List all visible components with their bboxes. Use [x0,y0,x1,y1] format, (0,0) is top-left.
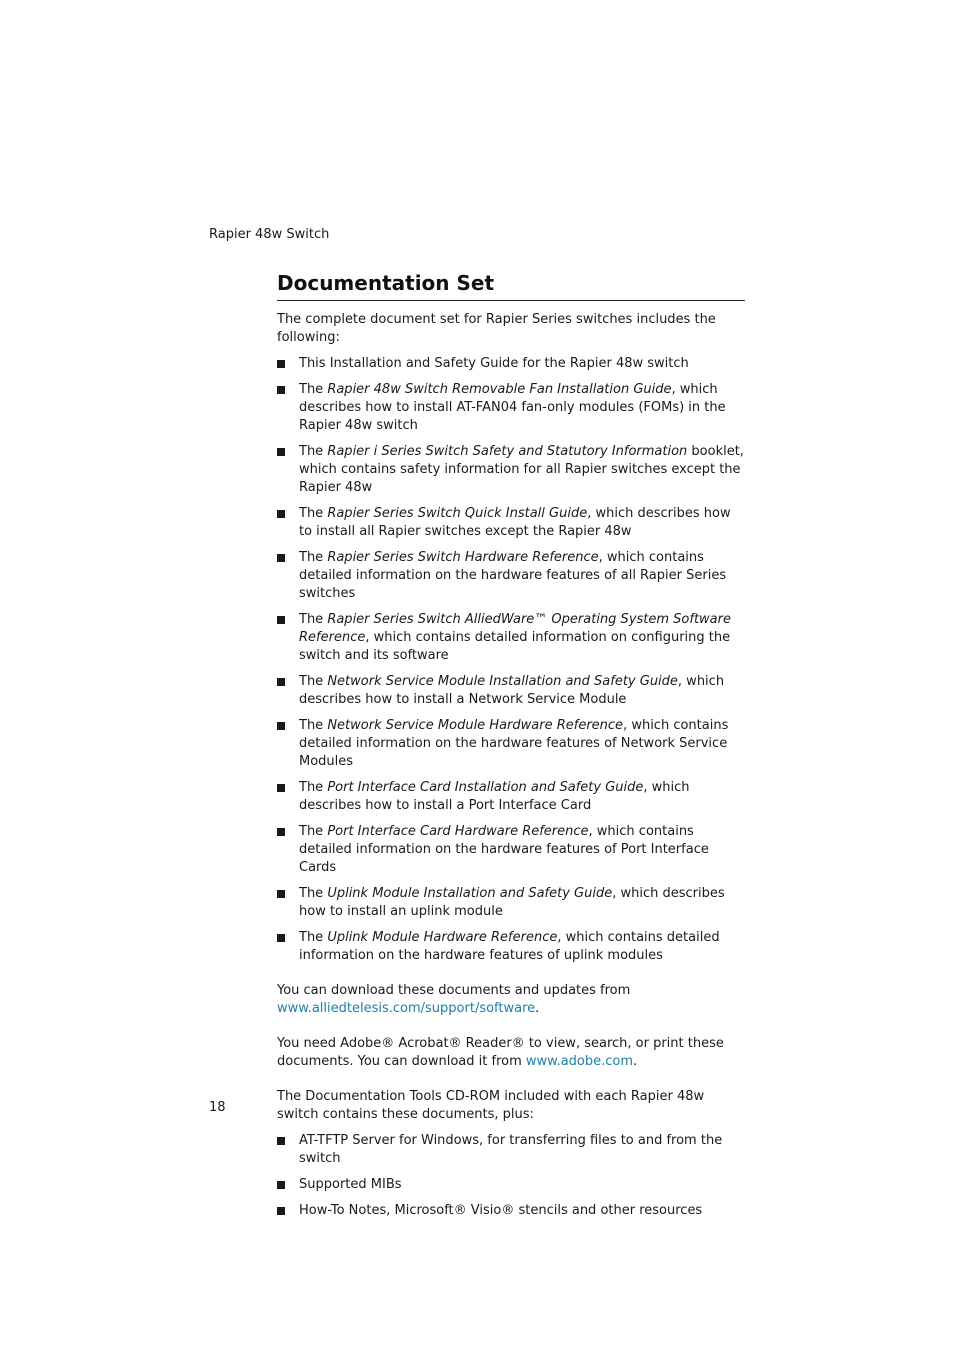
square-bullet-icon [277,678,285,686]
square-bullet-icon [277,1137,285,1145]
reader-paragraph: You need Adobe® Acrobat® Reader® to view, search, or print these documents. You can download it from www.adobe.com. [277,1036,724,1069]
list-item: The Rapier Series Switch AlliedWare™ Operating System Software Reference, which contains detailed information on configuring the switch and its software [277,611,745,665]
section-title: Documentation Set [277,270,745,301]
square-bullet-icon [277,722,285,730]
list-item: Supported MIBs [277,1176,745,1194]
square-bullet-icon [277,1181,285,1189]
square-bullet-icon [277,616,285,624]
list-item: The Port Interface Card Hardware Reference, which contains detailed information on the hardware features of Port Interface Cards [277,823,745,877]
list-item: The Rapier 48w Switch Removable Fan Installation Guide, which describes how to install AT-FAN04 fan-only modules (FOMs) in the Rapier 48w switch [277,381,745,435]
adobe-link[interactable]: www.adobe.com [525,1054,634,1069]
list-item: This Installation and Safety Guide for the Rapier 48w switch [277,355,745,373]
list-item: The Uplink Module Installation and Safety Guide, which describes how to install an uplink module [277,885,745,921]
cdrom-paragraph: The Documentation Tools CD-ROM included with each Rapier 48w switch contains these documents, plus: [277,1089,705,1122]
list-item: How-To Notes, Microsoft® Visio® stencils and other resources [277,1202,745,1220]
square-bullet-icon [277,784,285,792]
square-bullet-icon [277,934,285,942]
list-item: The Rapier i Series Switch Safety and Statutory Information booklet, which contains safety information for all Rapier switches except the Rapier 48w [277,443,745,497]
square-bullet-icon [277,1207,285,1215]
download-paragraph: You can download these documents and updates from www.alliedtelesis.com/support/software. [277,983,631,1016]
square-bullet-icon [277,386,285,394]
list-item: The Rapier Series Switch Hardware Reference, which contains detailed information on the hardware features of all Rapier Series switches [277,549,745,603]
square-bullet-icon [277,554,285,562]
page-number: 18 [209,1100,226,1115]
list-item: The Network Service Module Hardware Reference, which contains detailed information on the hardware features of Network Service Modules [277,717,745,771]
list-item: The Uplink Module Hardware Reference, which contains detailed information on the hardware features of uplink modules [277,929,745,965]
cdrom-list [277,1132,745,1220]
main-content [277,270,745,1228]
list-item: AT-TFTP Server for Windows, for transferring files to and from the switch [277,1132,745,1168]
list-item: The Rapier Series Switch Quick Install Guide, which describes how to install all Rapier switches except the Rapier 48w [277,505,745,541]
square-bullet-icon [277,360,285,368]
square-bullet-icon [277,828,285,836]
intro-paragraph: The complete document set for Rapier Series switches includes the following: [277,312,716,345]
running-header: Rapier 48w Switch [209,227,330,242]
document-list [277,355,745,965]
square-bullet-icon [277,890,285,898]
support-software-link[interactable]: www.alliedtelesis.com/support/software [277,1001,536,1016]
list-item: The Port Interface Card Installation and Safety Guide, which describes how to install a Port Interface Card [277,779,745,815]
square-bullet-icon [277,448,285,456]
list-item: The Network Service Module Installation and Safety Guide, which describes how to install a Network Service Module [277,673,745,709]
square-bullet-icon [277,510,285,518]
